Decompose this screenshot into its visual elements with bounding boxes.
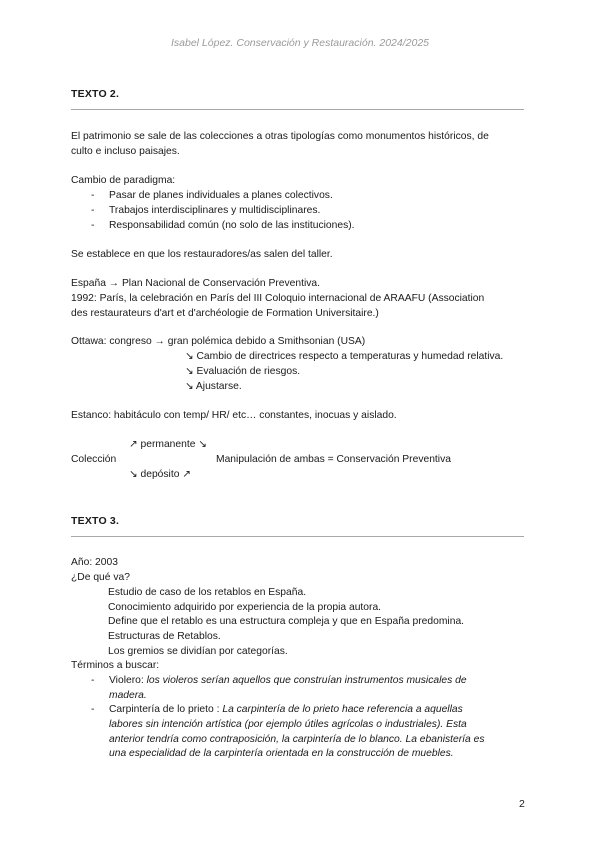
ottawa-item: ↘ Cambio de directrices respecto a temperaturas y humedad relativa.: [185, 351, 504, 362]
term-prieto-cont: labores sin intención artística (por ejemplo útiles agrícolas o industriales). Esta: [109, 719, 467, 730]
ottawa-line: Ottawa: congreso → gran polémica debido a Smithsonian (USA): [71, 336, 366, 347]
paris-line-2: des restaurateurs d'art et d'archéologie de Formation Universitaire.): [71, 308, 379, 319]
list-item: Define que el retablo es una estructura compleja y que en España predomina.: [108, 616, 465, 627]
term-prieto-cont: anterior tendría como contraposición, la carpintería de lo blanco. La ebanistería es: [109, 734, 485, 745]
list-item: Estructuras de Retablos.: [108, 631, 221, 642]
term-violero: - Violero: los violeros serían aquellos que construían instrumentos musicales de: [91, 675, 467, 686]
list-item: - Pasar de planes individuales a planes colectivos.: [91, 190, 333, 201]
term-violero-cont: madera.: [109, 690, 147, 701]
section-title-texto-2: TEXTO 2.: [71, 88, 120, 100]
estanco-line: Estanco: habitáculo con temp/ HR/ etc… constantes, inocuas y aislado.: [71, 410, 397, 421]
anio-line: Año: 2003: [71, 557, 118, 568]
diagram-coleccion: Colección: [71, 454, 117, 465]
espana-line: España → Plan Nacional de Conservación Preventiva.: [71, 278, 320, 289]
paris-line-1: 1992: París, la celebración en París del III Coloquio internacional de ARAAFU (Association: [71, 293, 485, 304]
ottawa-item: ↘ Evaluación de riesgos.: [185, 366, 301, 377]
list-item: - Responsabilidad común (no solo de las instituciones).: [91, 220, 355, 231]
list-item: - Trabajos interdisciplinares y multidisciplinares.: [91, 205, 321, 216]
section-divider: [71, 536, 524, 537]
page-number: 2: [519, 798, 525, 810]
page-header: Isabel López. Conservación y Restauración. 2024/2025: [171, 37, 429, 49]
diagram-top-branch: ↗ permanente ↘: [129, 439, 207, 450]
diagram-bottom-branch: ↘ depósito ↗: [129, 469, 191, 480]
section-title-texto-3: TEXTO 3.: [71, 515, 120, 527]
term-prieto: - Carpintería de lo prieto : La carpintería de lo prieto hace referencia a aquellas: [91, 704, 463, 715]
diagram-manipulacion: Manipulación de ambas = Conservación Preventiva: [216, 454, 451, 465]
list-item: Conocimiento adquirido por experiencia de la propia autora.: [108, 602, 382, 613]
list-item: Estudio de caso de los retablos en España.: [108, 587, 307, 598]
restauradores-line: Se establece en que los restauradores/as salen del taller.: [71, 249, 333, 260]
dequeva-label: ¿De qué va?: [71, 572, 130, 583]
ottawa-item: ↘ Ajustarse.: [185, 381, 242, 392]
intro-line-2: culto e incluso paisajes.: [71, 146, 180, 157]
intro-line-1: El patrimonio se sale de las colecciones a otras tipologías como monumentos históricos, de: [71, 131, 489, 142]
term-prieto-cont: una especialidad de la carpintería orientada en la construcción de muebles.: [109, 748, 454, 759]
terminos-label: Términos a buscar:: [71, 660, 160, 671]
list-item: Los gremios se dividían por categorías.: [108, 646, 288, 657]
section-divider: [71, 109, 524, 110]
paradigma-label: Cambio de paradigma:: [71, 175, 176, 186]
